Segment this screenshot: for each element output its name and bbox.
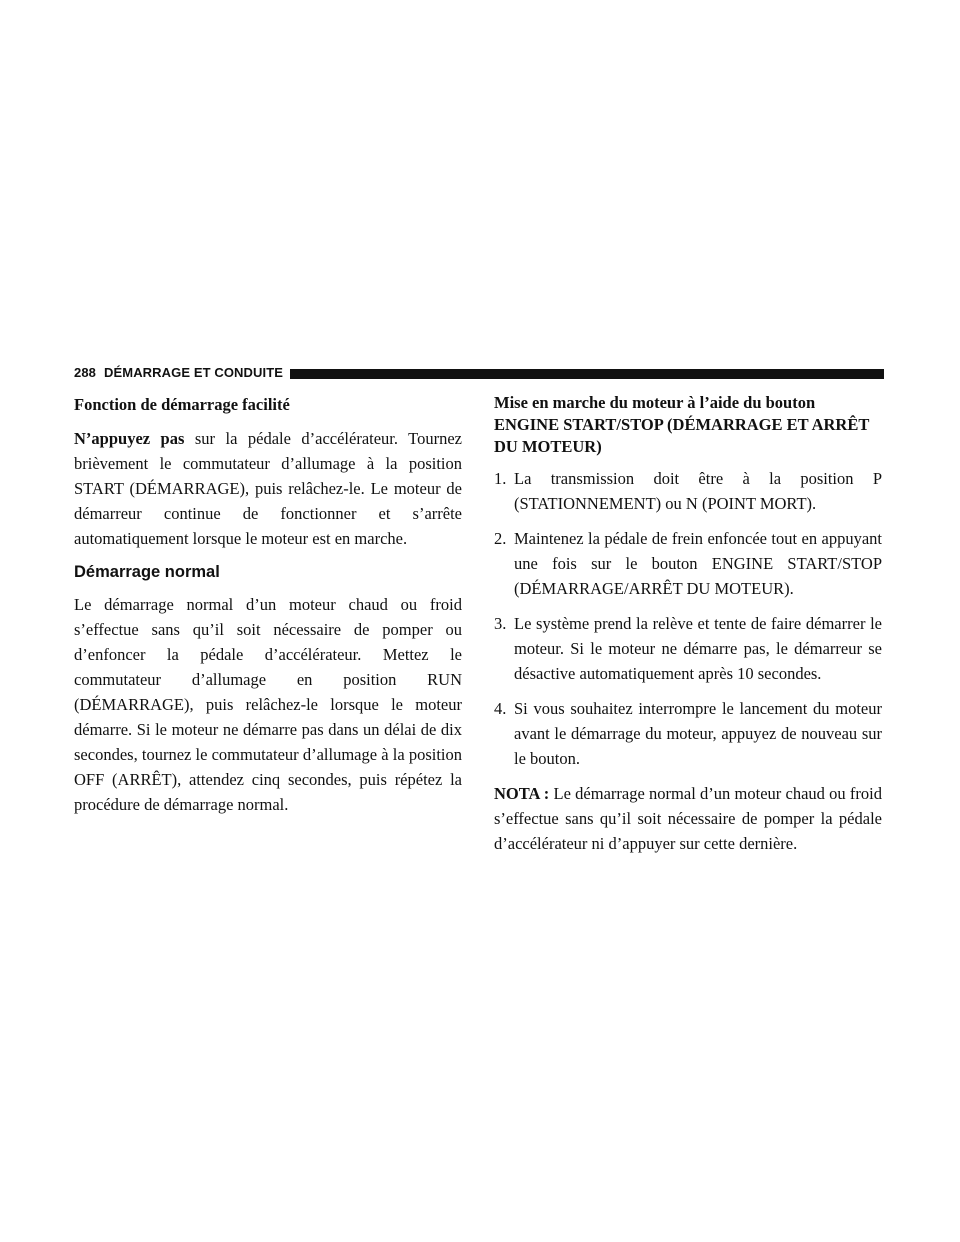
step-text: Si vous souhaitez interrompre le lancement du moteur avant le démarrage du moteur, appuyez de nouveau sur le bouton. [514, 699, 882, 768]
list-item [494, 696, 882, 771]
step-number: 3. [494, 614, 507, 633]
list-item [494, 466, 882, 516]
normal-start-heading: Démarrage normal [74, 563, 220, 581]
page-number: 288 [74, 365, 96, 380]
step-number: 1. [494, 469, 507, 488]
section-title: DÉMARRAGE ET CONDUITE [104, 365, 284, 380]
steps-list [494, 466, 882, 771]
step-text: Le système prend la relève et tente de faire démarrer le moteur. Si le moteur ne démarre pas, le démarreur se désactive automatiquement après 10 secondes. [514, 614, 882, 683]
note-body: Le démarrage normal d’un moteur chaud ou froid s’effectue sans qu’il soit nécessaire de pomper la pédale d’accélérateur ni d’appuyer sur cette dernière. [494, 784, 882, 853]
header-rule [290, 369, 884, 379]
list-item [494, 611, 882, 686]
note-label: NOTA : [494, 784, 550, 803]
easy-start-lead: N’appuyez pas [74, 429, 185, 448]
step-text: Maintenez la pédale de frein enfoncée tout en appuyant une fois sur le bouton ENGINE START/STOP (DÉMARRAGE/ARRÊT DU MOTEUR). [514, 529, 882, 598]
step-number: 4. [494, 699, 507, 718]
note-paragraph [494, 781, 882, 856]
normal-start-paragraph: Le démarrage normal d’un moteur chaud ou froid s’effectue sans qu’il soit nécessaire de pomper ou d’enfoncer la pédale d’accélérateur. Mettez le commutateur d’allumage en position RUN (DÉMARRAGE), puis relâchez-le lorsque le moteur démarre. Si le moteur ne démarre pas dans un délai de dix secondes, tournez le commutateur d’allumage à la position OFF (ARRÊT), attendez cinq secondes, puis répétez la procédure de démarrage normal. [74, 595, 462, 814]
step-text: La transmission doit être à la position P (STATIONNEMENT) ou N (POINT MORT). [514, 469, 882, 513]
easy-start-heading: Fonction de démarrage facilité [74, 395, 290, 414]
easy-start-body: sur la pédale d’accélérateur. Tournez brièvement le commutateur d’allumage à la position START (DÉMARRAGE), puis relâchez-le. Le moteur de démarreur continue de fonctionner et s’arrête automatiquement lorsque le moteur est en marche. [74, 429, 463, 548]
step-number: 2. [494, 529, 507, 548]
right-column [494, 392, 882, 866]
button-start-heading: Mise en marche du moteur à l’aide du bouton ENGINE START/STOP (DÉMARRAGE ET ARRÊT DU MOTEUR) [494, 393, 870, 456]
easy-start-paragraph [74, 426, 462, 551]
page-header [74, 364, 884, 384]
list-item [494, 526, 882, 601]
left-column [74, 392, 462, 827]
header-text [74, 365, 283, 380]
